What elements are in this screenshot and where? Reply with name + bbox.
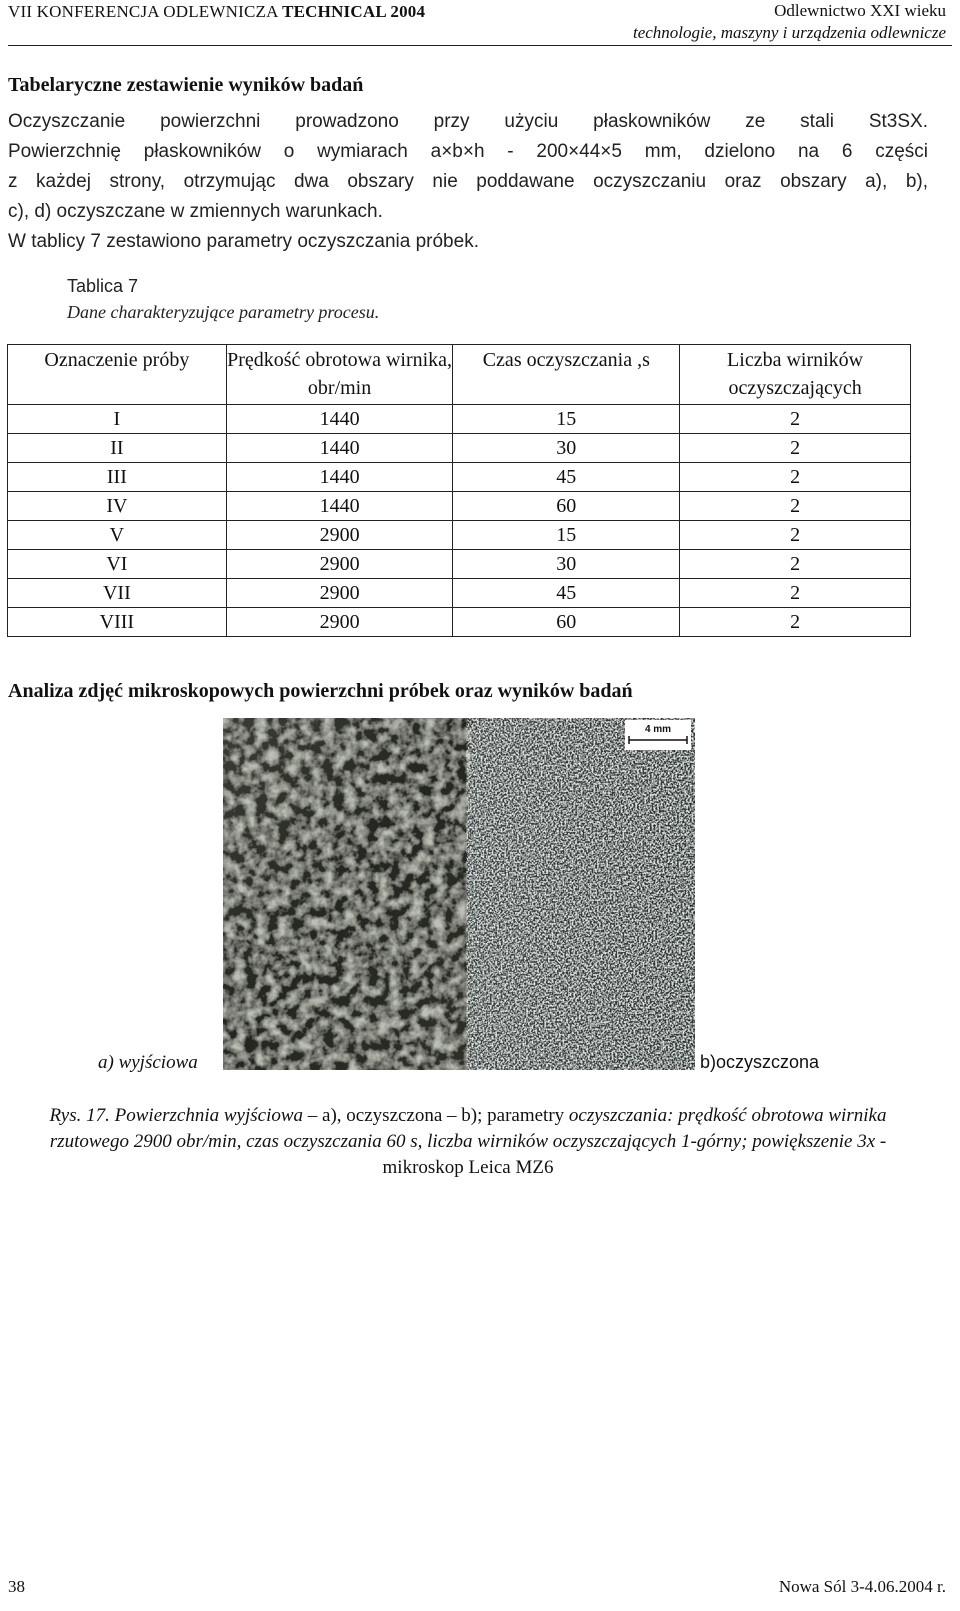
- table-cell: 2: [680, 492, 911, 521]
- table-cell: 1440: [226, 405, 453, 434]
- column-header: Czas oczyszczania ,s: [453, 345, 680, 405]
- table-cell: I: [8, 405, 227, 434]
- intro-line: c), d) oczyszczane w zmiennych warunkach.: [8, 201, 383, 222]
- table-cell: V: [8, 521, 227, 550]
- table-row: [8, 579, 911, 608]
- header-rule: [8, 45, 952, 46]
- table-row: [8, 463, 911, 492]
- micrograph-image: [223, 718, 695, 1070]
- table-cell: 2: [680, 521, 911, 550]
- table-cell: II: [8, 434, 227, 463]
- intro-line: Powierzchnię płaskowników o wymiarach a×b×h - 200×44×5 mm, dzielono na 6 części: [8, 141, 928, 162]
- table-row: [8, 434, 911, 463]
- scale-bar-label: 4 mm: [644, 724, 672, 735]
- footer-place-date: Nowa Sól 3-4.06.2004 r.: [778, 1577, 946, 1596]
- figure-caption: Rys. 17. Powierzchnia wyjściowa – a), oczyszczona – b); parametry oczyszczania: prędkość obrotowa wirnika rzutowego 2900 obr/min, czas oczyszczania 60 s, liczba wirników oczyszczających 1-górny; powiększenie 3x - mikroskop Leica MZ6: [49, 1105, 887, 1178]
- section-title-analysis: Analiza zdjęć mikroskopowych powierzchni próbek oraz wyników badań: [8, 680, 633, 702]
- label-cleaned: b)oczyszczona: [700, 1052, 820, 1072]
- column-header: Prędkość obrotowa wirnika, obr/min: [226, 345, 453, 405]
- table-cell: 60: [453, 492, 680, 521]
- table-cell: 45: [453, 463, 680, 492]
- table-row: [8, 492, 911, 521]
- table-header-row: [8, 345, 911, 405]
- table-row: [8, 550, 911, 579]
- table-caption: [67, 273, 379, 325]
- table-cell: 2900: [226, 579, 453, 608]
- header-journal: Odlewnictwo XXI wieku: [774, 1, 946, 20]
- table-cell: 1440: [226, 463, 453, 492]
- table-cell: 2900: [226, 608, 453, 637]
- intro-paragraph: [8, 107, 928, 257]
- table-cell: 30: [453, 434, 680, 463]
- intro-line: z każdej strony, otrzymując dwa obszary nie poddawane oczyszczaniu oraz obszary a), b),: [8, 171, 928, 192]
- table-row: [8, 405, 911, 434]
- table-cell: 1440: [226, 434, 453, 463]
- table-cell: VIII: [8, 608, 227, 637]
- surface-initial: [223, 718, 473, 1070]
- table-cell: 60: [453, 608, 680, 637]
- table-cell: 15: [453, 521, 680, 550]
- micrograph-photo: [223, 718, 695, 1070]
- parameters-table: [7, 344, 911, 637]
- table-cell: 2900: [226, 550, 453, 579]
- table-subtitle: Dane charakteryzujące parametry procesu.: [67, 302, 380, 322]
- table-cell: 2900: [226, 521, 453, 550]
- table-cell: 2: [680, 550, 911, 579]
- table-cell: 45: [453, 579, 680, 608]
- table-cell: 2: [680, 608, 911, 637]
- table-label: Tablica 7: [67, 276, 139, 296]
- intro-line: Oczyszczanie powierzchni prowadzono przy użyciu płaskowników ze stali St3SX.: [8, 111, 928, 132]
- column-header: Oznaczenie próby: [8, 345, 227, 405]
- header-subtitle: technologie, maszyny i urządzenia odlewnicze: [632, 23, 946, 42]
- label-initial: a) wyjściowa: [98, 1052, 198, 1073]
- intro-line: W tablicy 7 zestawiono parametry oczyszczania próbek.: [8, 231, 479, 252]
- table-cell: 2: [680, 579, 911, 608]
- table-cell: 2: [680, 434, 911, 463]
- table-cell: III: [8, 463, 227, 492]
- page-number: 38: [8, 1577, 25, 1596]
- table-cell: 2: [680, 463, 911, 492]
- section-title-results: Tabelaryczne zestawienie wyników badań: [8, 74, 364, 96]
- surface-cleaned: [467, 718, 695, 1070]
- table-row: [8, 521, 911, 550]
- running-header-left: VII KONFERENCJA ODLEWNICZA TECHNICAL 2004: [8, 2, 426, 21]
- conference-name: TECHNICAL 2004: [282, 2, 426, 21]
- table-row: [8, 608, 911, 637]
- table-cell: 1440: [226, 492, 453, 521]
- column-header: Liczba wirników oczyszczających: [680, 345, 911, 405]
- table-cell: VI: [8, 550, 227, 579]
- table-cell: IV: [8, 492, 227, 521]
- table-cell: 30: [453, 550, 680, 579]
- table-cell: 2: [680, 405, 911, 434]
- table-cell: VII: [8, 579, 227, 608]
- table-cell: 15: [453, 405, 680, 434]
- running-header-right: [633, 0, 946, 44]
